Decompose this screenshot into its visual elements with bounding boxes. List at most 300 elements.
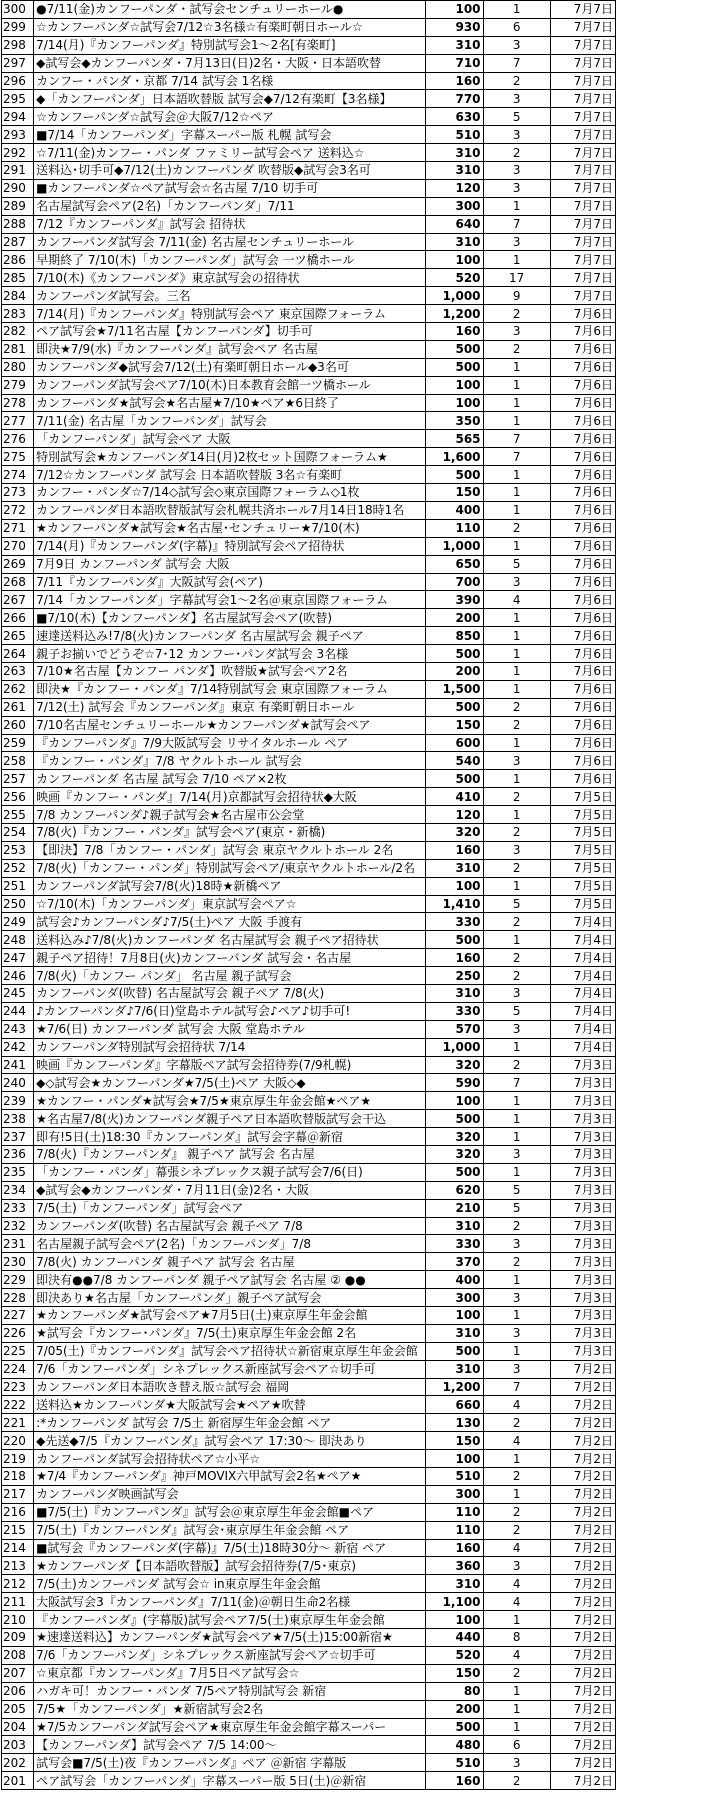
- table-row: [2, 501, 616, 519]
- price: 620: [426, 1181, 483, 1199]
- end-date: 7月4日: [550, 1020, 615, 1038]
- row-number: 240: [2, 1074, 34, 1092]
- end-date: 7月2日: [550, 1378, 615, 1396]
- table-row: [2, 1378, 616, 1396]
- end-date: 7月6日: [550, 412, 615, 430]
- price: 110: [426, 1521, 483, 1539]
- end-date: 7月2日: [550, 1575, 615, 1593]
- item-title: 7/8(火)「カンフー・パンダ」特別試写会ペア/東京ヤクルトホール/2名: [34, 859, 426, 877]
- bid-count: 3: [483, 752, 550, 770]
- end-date: 7月6日: [550, 752, 615, 770]
- item-title: 7/12『カンフーパンダ』試写会 招待状: [34, 215, 426, 233]
- price: 100: [426, 1307, 483, 1325]
- price: 1,200: [426, 305, 483, 323]
- table-row: [2, 1485, 616, 1503]
- end-date: 7月7日: [550, 36, 615, 54]
- bid-count: 5: [483, 895, 550, 913]
- item-title: 7月9日 カンフーパンダ 試写会 大阪: [34, 555, 426, 573]
- bid-count: 4: [483, 1575, 550, 1593]
- bid-count: 1: [483, 609, 550, 627]
- bid-count: 1: [483, 806, 550, 824]
- price: 770: [426, 90, 483, 108]
- bid-count: 2: [483, 1414, 550, 1432]
- table-row: [2, 1736, 616, 1754]
- bid-count: 5: [483, 1002, 550, 1020]
- row-number: 227: [2, 1307, 34, 1325]
- price: 500: [426, 466, 483, 484]
- row-number: 203: [2, 1736, 34, 1754]
- price: 200: [426, 662, 483, 680]
- row-number: 210: [2, 1611, 34, 1629]
- bid-count: 2: [483, 716, 550, 734]
- price: 300: [426, 1485, 483, 1503]
- bid-count: 1: [483, 1718, 550, 1736]
- item-title: ■7/5(土)『カンフーパンダ』試写会＠東京厚生年金会館■ペア: [34, 1503, 426, 1521]
- item-title: カンフーパンダ試写会招待状ペア☆小平☆: [34, 1450, 426, 1468]
- item-title: カンフーパンダ試写会ペア7/10(木)日本教育会館一ツ橋ホール: [34, 376, 426, 394]
- end-date: 7月5日: [550, 806, 615, 824]
- end-date: 7月2日: [550, 1629, 615, 1647]
- end-date: 7月4日: [550, 949, 615, 967]
- end-date: 7月2日: [550, 1485, 615, 1503]
- price: 80: [426, 1682, 483, 1700]
- row-number: 225: [2, 1342, 34, 1360]
- price: 930: [426, 18, 483, 36]
- end-date: 7月4日: [550, 984, 615, 1002]
- bid-count: 1: [483, 412, 550, 430]
- bid-count: 3: [483, 36, 550, 54]
- table-row: [2, 1002, 616, 1020]
- end-date: 7月7日: [550, 90, 615, 108]
- bid-count: 7: [483, 215, 550, 233]
- bid-count: 1: [483, 645, 550, 663]
- price: 160: [426, 72, 483, 90]
- item-title: ◆◇試写会★カンフーパンダ★7/5(土)ペア 大阪◇◆: [34, 1074, 426, 1092]
- item-title: 親子ペア招待！7月8日(火)カンフーパンダ 試写会・名古屋: [34, 949, 426, 967]
- price: 120: [426, 806, 483, 824]
- bid-count: 1: [483, 1682, 550, 1700]
- table-row: [2, 1217, 616, 1235]
- price: 120: [426, 179, 483, 197]
- item-title: 送料込･切手可◆7/12(土)カンフーパンダ 吹替版◆試写会3名可: [34, 162, 426, 180]
- bid-count: 1: [483, 877, 550, 895]
- bid-count: 2: [483, 1468, 550, 1486]
- table-row: [2, 1521, 616, 1539]
- item-title: ■カンフーパンダ☆ペア試写会☆名古屋 7/10 切手可: [34, 179, 426, 197]
- table-row: [2, 967, 616, 985]
- table-row: [2, 627, 616, 645]
- table-row: [2, 1396, 616, 1414]
- item-title: 7/5(土)『カンフーパンダ』試写会･東京厚生年金会館 ペア: [34, 1521, 426, 1539]
- bid-count: 1: [483, 627, 550, 645]
- table-row: [2, 1611, 616, 1629]
- end-date: 7月5日: [550, 895, 615, 913]
- bid-count: 2: [483, 72, 550, 90]
- end-date: 7月2日: [550, 1611, 615, 1629]
- end-date: 7月6日: [550, 430, 615, 448]
- end-date: 7月7日: [550, 251, 615, 269]
- end-date: 7月6日: [550, 645, 615, 663]
- row-number: 287: [2, 233, 34, 251]
- item-title: 即有!5日(土)18:30『カンフーパンダ』試写会字幕＠新宿: [34, 1128, 426, 1146]
- table-row: [2, 788, 616, 806]
- table-row: [2, 752, 616, 770]
- table-row: [2, 72, 616, 90]
- bid-count: 3: [483, 1289, 550, 1307]
- table-row: [2, 323, 616, 341]
- end-date: 7月6日: [550, 537, 615, 555]
- table-row: [2, 1307, 616, 1325]
- bid-count: 3: [483, 323, 550, 341]
- end-date: 7月6日: [550, 609, 615, 627]
- end-date: 7月5日: [550, 877, 615, 895]
- table-row: [2, 913, 616, 931]
- row-number: 207: [2, 1664, 34, 1682]
- table-row: [2, 108, 616, 126]
- bid-count: 2: [483, 823, 550, 841]
- end-date: 7月7日: [550, 287, 615, 305]
- end-date: 7月7日: [550, 54, 615, 72]
- row-number: 267: [2, 591, 34, 609]
- table-row: [2, 931, 616, 949]
- table-row: [2, 537, 616, 555]
- item-title: 大阪試写会3『カンフーパンダ』7/11(金)＠朝日生命2名様: [34, 1593, 426, 1611]
- table-row: [2, 877, 616, 895]
- table-row: [2, 1754, 616, 1772]
- table-row: [2, 1360, 616, 1378]
- bid-count: 4: [483, 1539, 550, 1557]
- bid-count: 2: [483, 340, 550, 358]
- price: 520: [426, 269, 483, 287]
- item-title: 試写会♪カンフーパンダ♪7/5(土)ペア 大阪 手渡有: [34, 913, 426, 931]
- item-title: 早期終了 7/10(木)「カンフーパンダ」試写会 一ツ橋ホール: [34, 251, 426, 269]
- end-date: 7月3日: [550, 1163, 615, 1181]
- end-date: 7月2日: [550, 1360, 615, 1378]
- price: 440: [426, 1629, 483, 1647]
- price: 510: [426, 1468, 483, 1486]
- price: 480: [426, 1736, 483, 1754]
- item-title: 送料込★カンフーパンダ★大阪試写会★ペア★吹替: [34, 1396, 426, 1414]
- row-number: 254: [2, 823, 34, 841]
- bid-count: 2: [483, 1253, 550, 1271]
- table-row: [2, 340, 616, 358]
- table-row: [2, 394, 616, 412]
- bid-count: 9: [483, 287, 550, 305]
- row-number: 216: [2, 1503, 34, 1521]
- bid-count: 7: [483, 1378, 550, 1396]
- price: 630: [426, 108, 483, 126]
- price: 1,000: [426, 287, 483, 305]
- item-title: ペア試写会★7/11名古屋【カンフーパンダ】切手可: [34, 323, 426, 341]
- table-row: [2, 376, 616, 394]
- end-date: 7月2日: [550, 1754, 615, 1772]
- price: 500: [426, 770, 483, 788]
- end-date: 7月3日: [550, 1307, 615, 1325]
- item-title: 7/05(土)『カンフーパンダ』試写会ペア招待状☆新宿東京厚生年金会館: [34, 1342, 426, 1360]
- row-number: 226: [2, 1324, 34, 1342]
- row-number: 222: [2, 1396, 34, 1414]
- table-row: [2, 1092, 616, 1110]
- bid-count: 6: [483, 1736, 550, 1754]
- bid-count: 1: [483, 394, 550, 412]
- price: 310: [426, 984, 483, 1002]
- bid-count: 2: [483, 967, 550, 985]
- table-row: [2, 305, 616, 323]
- item-title: 7/10名古屋センチュリーホール★カンフーパンダ★試写会ペア: [34, 716, 426, 734]
- table-row: [2, 1718, 616, 1736]
- row-number: 271: [2, 519, 34, 537]
- bid-count: 2: [483, 1217, 550, 1235]
- price: 310: [426, 1217, 483, 1235]
- item-title: カンフーパンダ映画試写会: [34, 1485, 426, 1503]
- row-number: 263: [2, 662, 34, 680]
- table-row: [2, 1700, 616, 1718]
- end-date: 7月4日: [550, 931, 615, 949]
- bid-count: 5: [483, 1181, 550, 1199]
- item-title: 7/5(土)「カンフーパンダ」試写会ペア: [34, 1199, 426, 1217]
- table-row: [2, 126, 616, 144]
- item-title: カンフーパンダ◆試写会7/12(土)有楽町朝日ホール◆3名可: [34, 358, 426, 376]
- item-title: 映画『カンフー・パンダ』7/14(月)京都試写会招待状◆大阪: [34, 788, 426, 806]
- end-date: 7月2日: [550, 1593, 615, 1611]
- price: 200: [426, 609, 483, 627]
- end-date: 7月6日: [550, 770, 615, 788]
- item-title: ペア試写会「カンフーパンダ」字幕スーパー版 5日(土)＠新宿: [34, 1772, 426, 1790]
- end-date: 7月7日: [550, 179, 615, 197]
- bid-count: 3: [483, 90, 550, 108]
- row-number: 296: [2, 72, 34, 90]
- row-number: 277: [2, 412, 34, 430]
- bid-count: 17: [483, 269, 550, 287]
- end-date: 7月6日: [550, 519, 615, 537]
- item-title: カンフーパンダ日本語吹替版試写会札幌共済ホール7月14日18時1名: [34, 501, 426, 519]
- item-title: 【カンフーパンダ】試写会ペア 7/5 14:00～: [34, 1736, 426, 1754]
- row-number: 258: [2, 752, 34, 770]
- row-number: 230: [2, 1253, 34, 1271]
- row-number: 266: [2, 609, 34, 627]
- bid-count: 2: [483, 519, 550, 537]
- price: 100: [426, 376, 483, 394]
- bid-count: 5: [483, 108, 550, 126]
- price: 520: [426, 1646, 483, 1664]
- end-date: 7月7日: [550, 269, 615, 287]
- end-date: 7月6日: [550, 716, 615, 734]
- price: 100: [426, 394, 483, 412]
- end-date: 7月2日: [550, 1772, 615, 1790]
- table-row: [2, 984, 616, 1002]
- price: 160: [426, 1772, 483, 1790]
- item-title: 【即決】7/8「カンフー・パンダ」試写会 東京ヤクルトホール 2名: [34, 841, 426, 859]
- bid-count: 3: [483, 1235, 550, 1253]
- end-date: 7月3日: [550, 1092, 615, 1110]
- end-date: 7月2日: [550, 1521, 615, 1539]
- table-row: [2, 1289, 616, 1307]
- price: 700: [426, 573, 483, 591]
- row-number: 248: [2, 931, 34, 949]
- row-number: 250: [2, 895, 34, 913]
- bid-count: 7: [483, 430, 550, 448]
- table-row: [2, 1074, 616, 1092]
- price: 310: [426, 162, 483, 180]
- row-number: 214: [2, 1539, 34, 1557]
- price: 150: [426, 484, 483, 502]
- table-row: [2, 287, 616, 305]
- item-title: ★名古屋7/8(火)カンフーパンダ親子ペア日本語吹替版試写会干込: [34, 1110, 426, 1128]
- end-date: 7月7日: [550, 108, 615, 126]
- row-number: 202: [2, 1754, 34, 1772]
- price: 400: [426, 501, 483, 519]
- row-number: 298: [2, 36, 34, 54]
- item-title: 『カンフー・パンダ』7/8 ヤクルトホール 試写会: [34, 752, 426, 770]
- end-date: 7月4日: [550, 1038, 615, 1056]
- bid-count: 1: [483, 931, 550, 949]
- end-date: 7月3日: [550, 1056, 615, 1074]
- bid-count: 3: [483, 179, 550, 197]
- table-row: [2, 1468, 616, 1486]
- row-number: 205: [2, 1700, 34, 1718]
- bid-count: 3: [483, 233, 550, 251]
- item-title: ★7/6(日) カンフーパンダ 試写会 大阪 堂島ホテル: [34, 1020, 426, 1038]
- row-number: 282: [2, 323, 34, 341]
- end-date: 7月5日: [550, 859, 615, 877]
- bid-count: 2: [483, 1772, 550, 1790]
- bid-count: 3: [483, 1324, 550, 1342]
- item-title: ☆7/11(金)カンフー・パンダ ファミリー試写会ペア 送料込☆: [34, 144, 426, 162]
- bid-count: 1: [483, 1163, 550, 1181]
- price: 250: [426, 967, 483, 985]
- bid-count: 2: [483, 859, 550, 877]
- price: 150: [426, 1664, 483, 1682]
- price: 1,000: [426, 537, 483, 555]
- table-row: [2, 1324, 616, 1342]
- end-date: 7月6日: [550, 340, 615, 358]
- end-date: 7月6日: [550, 376, 615, 394]
- bid-count: 4: [483, 1396, 550, 1414]
- end-date: 7月3日: [550, 1271, 615, 1289]
- price: 590: [426, 1074, 483, 1092]
- bid-count: 3: [483, 1360, 550, 1378]
- row-number: 224: [2, 1360, 34, 1378]
- row-number: 247: [2, 949, 34, 967]
- item-title: ☆カンフーパンダ☆試写会7/12☆3名様☆有楽町朝日ホール☆: [34, 18, 426, 36]
- row-number: 290: [2, 179, 34, 197]
- row-number: 257: [2, 770, 34, 788]
- item-title: 7/8(火)『カンフー・パンダ』試写会ペア(東京・新橋): [34, 823, 426, 841]
- row-number: 233: [2, 1199, 34, 1217]
- end-date: 7月7日: [550, 215, 615, 233]
- auction-results-table: [1, 0, 616, 1790]
- item-title: カンフーパンダ(吹替) 名古屋試写会 親子ペア 7/8: [34, 1217, 426, 1235]
- row-number: 265: [2, 627, 34, 645]
- price: 300: [426, 197, 483, 215]
- price: 1,500: [426, 680, 483, 698]
- table-row: [2, 716, 616, 734]
- bid-count: 3: [483, 573, 550, 591]
- row-number: 201: [2, 1772, 34, 1790]
- end-date: 7月6日: [550, 555, 615, 573]
- price: 100: [426, 1092, 483, 1110]
- table-row: [2, 1664, 616, 1682]
- row-number: 218: [2, 1468, 34, 1486]
- price: 540: [426, 752, 483, 770]
- bid-count: 3: [483, 984, 550, 1002]
- row-number: 245: [2, 984, 34, 1002]
- row-number: 237: [2, 1128, 34, 1146]
- item-title: ◆試写会◆カンフーパンダ・7月11日(金)2名・大阪: [34, 1181, 426, 1199]
- end-date: 7月6日: [550, 394, 615, 412]
- item-title: 7/8 カンフーパンダ♪親子試写会★名古屋市公会堂: [34, 806, 426, 824]
- table-row: [2, 1414, 616, 1432]
- bid-count: 1: [483, 770, 550, 788]
- item-title: 『カンフーパンダ』7/9大阪試写会 リサイタルホール ペア: [34, 734, 426, 752]
- end-date: 7月6日: [550, 501, 615, 519]
- table-row: [2, 1629, 616, 1647]
- table-row: [2, 1593, 616, 1611]
- row-number: 291: [2, 162, 34, 180]
- row-number: 281: [2, 340, 34, 358]
- table-row: [2, 1539, 616, 1557]
- bid-count: 1: [483, 680, 550, 698]
- table-row: [2, 484, 616, 502]
- item-title: ★カンフー・パンダ★試写会★7/5★東京厚生年金会館★ペア★: [34, 1092, 426, 1110]
- bid-count: 1: [483, 734, 550, 752]
- row-number: 215: [2, 1521, 34, 1539]
- table-row: [2, 1253, 616, 1271]
- price: 310: [426, 1324, 483, 1342]
- table-row: [2, 645, 616, 663]
- row-number: 223: [2, 1378, 34, 1396]
- item-title: 7/5(土)カンフーパンダ 試写会☆ in東京厚生年金会館: [34, 1575, 426, 1593]
- row-number: 232: [2, 1217, 34, 1235]
- row-number: 276: [2, 430, 34, 448]
- item-title: 7/10(木)《カンフーパンダ》東京試写会の招待状: [34, 269, 426, 287]
- table-row: [2, 466, 616, 484]
- item-title: カンフーパンダ試写会。三名: [34, 287, 426, 305]
- table-row: [2, 448, 616, 466]
- item-title: ☆東京都『カンフーパンダ』7月5日ペア試写会☆: [34, 1664, 426, 1682]
- end-date: 7月5日: [550, 823, 615, 841]
- price: 360: [426, 1557, 483, 1575]
- row-number: 295: [2, 90, 34, 108]
- table-row: [2, 1056, 616, 1074]
- row-number: 235: [2, 1163, 34, 1181]
- item-title: 7/14(月)『カンフーパンダ』特別試写会1～2名[有楽町]: [34, 36, 426, 54]
- row-number: 259: [2, 734, 34, 752]
- table-row: [2, 519, 616, 537]
- row-number: 241: [2, 1056, 34, 1074]
- end-date: 7月2日: [550, 1664, 615, 1682]
- end-date: 7月6日: [550, 305, 615, 323]
- bid-count: 4: [483, 1593, 550, 1611]
- row-number: 253: [2, 841, 34, 859]
- price: 1,410: [426, 895, 483, 913]
- end-date: 7月4日: [550, 913, 615, 931]
- item-title: ハガキ可！カンフー・パンダ 7/5ペア特別試写会 新宿: [34, 1682, 426, 1700]
- price: 310: [426, 36, 483, 54]
- end-date: 7月6日: [550, 323, 615, 341]
- end-date: 7月6日: [550, 698, 615, 716]
- row-number: 220: [2, 1432, 34, 1450]
- end-date: 7月7日: [550, 1, 615, 19]
- item-title: ◆「カンフーパンダ」日本語吹替版 試写会◆7/12有楽町【3名様】: [34, 90, 426, 108]
- item-title: 送料込み♪7/8(火)カンフーパンダ 名古屋試写会 親子ペア招待状: [34, 931, 426, 949]
- item-title: 7/8(火)「カンフー パンダ」 名古屋 親子試写会: [34, 967, 426, 985]
- bid-count: 1: [483, 376, 550, 394]
- table-row: [2, 269, 616, 287]
- end-date: 7月7日: [550, 162, 615, 180]
- price: 710: [426, 54, 483, 72]
- end-date: 7月2日: [550, 1718, 615, 1736]
